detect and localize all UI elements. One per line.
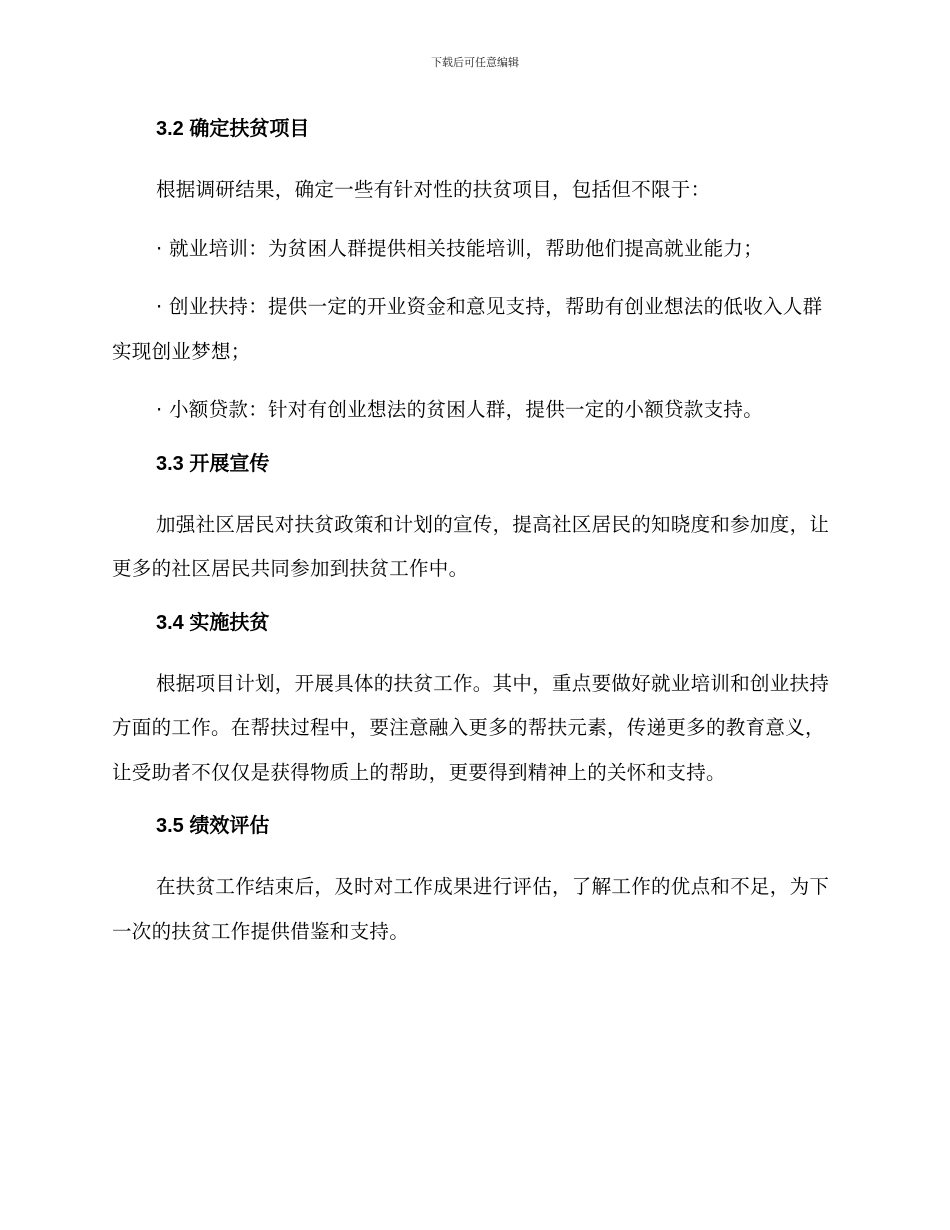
page-header: 下载后可任意编辑 — [431, 56, 519, 69]
bullet-item-startup-support: · 创业扶持：提供一定的开业资金和意见支持，帮助有创业想法的低收入人群实现创业梦想； — [112, 295, 823, 363]
section-heading-3-3: 3.3 开展宣传 — [156, 452, 270, 475]
document-body — [112, 112, 832, 968]
section-heading-3-4: 3.4 实施扶贫 — [156, 611, 270, 634]
section-3-3-body: 加强社区居民对扶贫政策和计划的宣传，提高社区居民的知晓度和参加度，让更多的社区居民共同参加到扶贫工作中。 — [112, 512, 830, 580]
section-3-4-body: 根据项目计划，开展具体的扶贫工作。其中，重点要做好就业培训和创业扶持方面的工作。在帮扶过程中，要注意融入更多的帮扶元素，传递更多的教育意义，让受助者不仅仅是获得物质上的帮助，更要得到精神上的关怀和支持。 — [112, 671, 830, 784]
bullet-item-employment-training: · 就业培训：为贫困人群提供相关技能培训，帮助他们提高就业能力； — [156, 236, 763, 260]
section-3-2-intro: 根据调研结果，确定一些有针对性的扶贫项目，包括但不限于： — [156, 178, 711, 201]
section-heading-3-2: 3.2 确定扶贫项目 — [156, 118, 310, 140]
section-3-5-body: 在扶贫工作结束后，及时对工作成果进行评估，了解工作的优点和不足，为下一次的扶贫工作提供借鉴和支持。 — [112, 875, 830, 943]
bullet-item-microloans: · 小额贷款：针对有创业想法的贫困人群，提供一定的小额贷款支持。 — [156, 398, 763, 421]
section-heading-3-5: 3.5 绩效评估 — [156, 815, 270, 837]
